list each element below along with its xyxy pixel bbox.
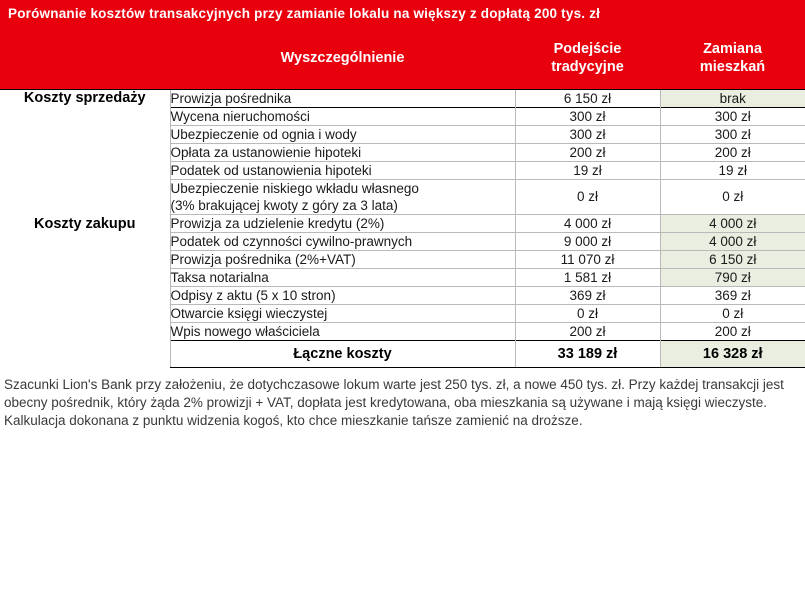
row-swap-value: 19 zł: [660, 161, 805, 179]
row-item-label: Ubezpieczenie od ognia i wody: [170, 125, 515, 143]
row-swap-value: 790 zł: [660, 268, 805, 286]
row-traditional-value: 0 zł: [515, 179, 660, 214]
header-swap-line1: Zamiana: [703, 40, 762, 57]
row-traditional-value: 300 zł: [515, 125, 660, 143]
total-swap-value: 16 328 zł: [660, 340, 805, 367]
table-row: [0, 107, 805, 125]
row-item-label: Taksa notarialna: [170, 268, 515, 286]
footnote: Szacunki Lion's Bank przy założeniu, że dotychczasowe lokum warte jest 250 tys. zł, a nowe 450 tys. zł. Przy każdej transakcji jest obecny pośrednik, który żąda 2% prowizji + VAT, dopłata jest kredytowana, oba mieszkania są używane i mają księgi wieczyste. Kalkulacja dokonana z punktu widzenia kogoś, kto chce mieszkanie tańsze zamienić na droższe.: [4, 376, 784, 428]
row-swap-value: 4 000 zł: [660, 232, 805, 250]
group-label-sales: Koszty sprzedaży: [0, 89, 170, 107]
table-row: [0, 89, 805, 107]
header-swap-line2: mieszkań: [699, 58, 766, 75]
row-traditional-value: 1 581 zł: [515, 268, 660, 286]
row-swap-value: 369 zł: [660, 286, 805, 304]
row-swap-value: 0 zł: [660, 179, 805, 214]
row-traditional-value: 6 150 zł: [515, 89, 660, 107]
row-item-label: Podatek od ustanowienia hipoteki: [170, 161, 515, 179]
total-label: Łączne koszty: [170, 340, 515, 367]
row-item-label: Prowizja pośrednika: [170, 89, 515, 107]
row-swap-value: 200 zł: [660, 322, 805, 340]
group-label-purchase: Koszty zakupu: [0, 107, 170, 340]
row-swap-value: 300 zł: [660, 125, 805, 143]
row-swap-value: 6 150 zł: [660, 250, 805, 268]
row-swap-value: 200 zł: [660, 143, 805, 161]
row-item-label: [170, 179, 515, 214]
row-item-label: Wpis nowego właściciela: [170, 322, 515, 340]
header-swap: [660, 27, 805, 89]
table-total-row: [0, 340, 805, 367]
row-traditional-value: 11 070 zł: [515, 250, 660, 268]
cost-comparison-table: [0, 27, 805, 368]
row-traditional-value: 4 000 zł: [515, 214, 660, 232]
row-traditional-value: 200 zł: [515, 143, 660, 161]
table-header-row: [0, 27, 805, 89]
row-swap-value: brak: [660, 89, 805, 107]
row-item-line1: Ubezpieczenie niskiego wkładu własnego: [170, 180, 419, 196]
row-traditional-value: 9 000 zł: [515, 232, 660, 250]
header-traditional-line1: Podejście: [553, 40, 622, 57]
row-item-label: Prowizja pośrednika (2%+VAT): [170, 250, 515, 268]
row-swap-value: 300 zł: [660, 107, 805, 125]
row-item-label: Podatek od czynności cywilno-prawnych: [170, 232, 515, 250]
total-blank-cell: [0, 340, 170, 367]
row-item-line2: (3% brakującej kwoty z góry za 3 lata): [170, 197, 398, 213]
row-swap-value: 0 zł: [660, 304, 805, 322]
row-item-label: Prowizja za udzielenie kredytu (2%): [170, 214, 515, 232]
row-traditional-value: 300 zł: [515, 107, 660, 125]
row-traditional-value: 200 zł: [515, 322, 660, 340]
row-item-label: Otwarcie księgi wieczystej: [170, 304, 515, 322]
row-item-label: Odpisy z aktu (5 x 10 stron): [170, 286, 515, 304]
row-swap-value: 4 000 zł: [660, 214, 805, 232]
row-traditional-value: 369 zł: [515, 286, 660, 304]
row-item-label: Wycena nieruchomości: [170, 107, 515, 125]
header-blank-cell: [0, 27, 170, 89]
total-traditional-value: 33 189 zł: [515, 340, 660, 367]
header-traditional-line2: tradycyjne: [551, 58, 624, 75]
row-item-label: Opłata za ustanowienie hipoteki: [170, 143, 515, 161]
header-item: Wyszczególnienie: [170, 27, 515, 89]
page-title: Porównanie kosztów transakcyjnych przy zamianie lokalu na większy z dopłatą 200 tys. zł: [0, 0, 805, 27]
row-traditional-value: 0 zł: [515, 304, 660, 322]
row-traditional-value: 19 zł: [515, 161, 660, 179]
header-traditional: [515, 27, 660, 89]
